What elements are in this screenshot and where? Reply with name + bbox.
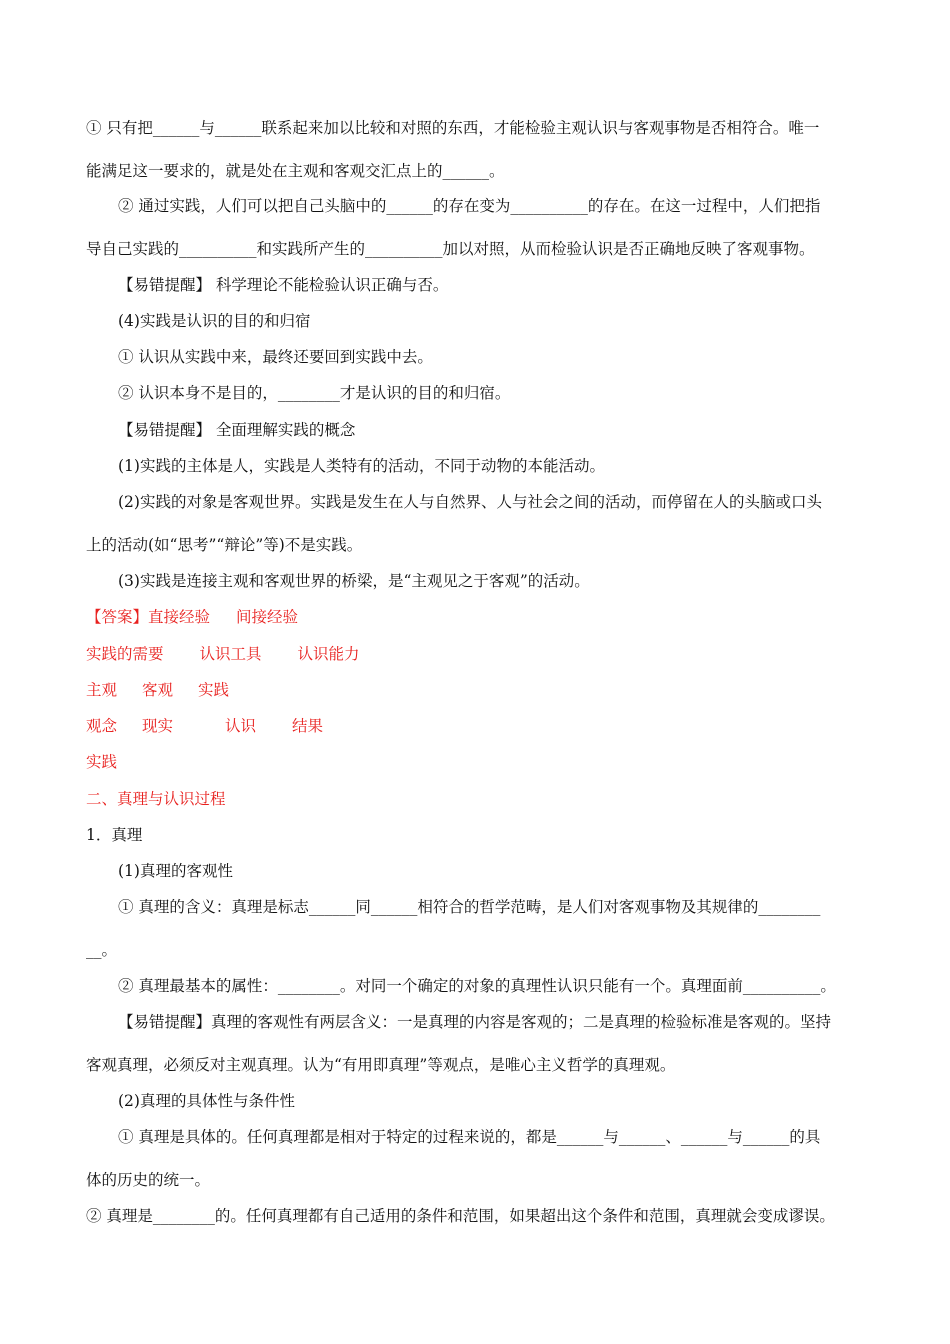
answer-item: 观念 <box>86 717 118 735</box>
answer-row <box>86 715 323 737</box>
answer-item: 客观 <box>142 681 174 699</box>
answer-item: 实践的需要 <box>86 645 164 663</box>
text-line: ② 认识本身不是目的，________才是认识的目的和归宿。 <box>118 384 511 402</box>
subheading: (1)真理的客观性 <box>118 862 233 880</box>
tip-line: 【易错提醒】 科学理论不能检验认识正确与否。 <box>118 276 449 294</box>
tip-line: 【易错提醒】真理的客观性有两层含义：一是真理的内容是客观的；二是真理的检验标准是客观的。坚持 <box>118 1013 832 1031</box>
text-line: 导自己实践的__________和实践所产生的__________加以对照，从而检验认识是否正确地反映了客观事物。 <box>86 240 815 258</box>
answer-item: 实践 <box>86 753 118 771</box>
text-line: ① 认识从实践中来，最终还要回到实践中去。 <box>118 348 433 366</box>
section-heading: 二、真理与认识过程 <box>86 790 226 808</box>
answer-item: 主观 <box>86 681 118 699</box>
text-line: ② 通过实践，人们可以把自己头脑中的______的存在变为__________的存在。在这一过程中，人们把指 <box>118 197 821 215</box>
answer-item: 认识工具 <box>199 645 262 663</box>
text-line: ① 真理的含义：真理是标志______同______相符合的哲学范畴，是人们对客观事物及其规律的________ <box>118 898 821 916</box>
text-line: 体的历史的统一。 <box>86 1171 211 1189</box>
text-line: 能满足这一要求的，就是处在主观和客观交汇点上的______。 <box>86 162 505 180</box>
text-line: 上的活动(如“思考”“辩论”等)不是实践。 <box>86 536 363 554</box>
answer-row <box>86 751 117 773</box>
text-line: 客观真理，必须反对主观真理。认为“有用即真理”等观点，是唯心主义哲学的真理观。 <box>86 1056 676 1074</box>
answer-label: 【答案】 <box>86 608 149 626</box>
subheading: 1．真理 <box>86 826 143 844</box>
text-line: (3)实践是连接主观和客观世界的桥梁，是“主观见之于客观”的活动。 <box>118 572 590 590</box>
subheading: (4)实践是认识的目的和归宿 <box>118 312 311 330</box>
answer-item: 实践 <box>198 681 230 699</box>
text-line: ① 真理是具体的。任何真理都是相对于特定的过程来说的，都是______与______、______与______的具 <box>118 1128 821 1146</box>
text-line: (1)实践的主体是人，实践是人类特有的活动，不同于动物的本能活动。 <box>118 457 605 475</box>
answer-item: 认识能力 <box>297 645 360 663</box>
answer-item: 间接经验 <box>236 608 299 626</box>
answer-item: 现实 <box>142 717 174 735</box>
text-line: __。 <box>86 941 118 959</box>
answer-item: 直接经验 <box>148 608 211 626</box>
subheading: (2)真理的具体性与条件性 <box>118 1092 295 1110</box>
answer-item: 认识 <box>225 717 257 735</box>
answer-row <box>86 643 360 665</box>
text-line: ② 真理是________的。任何真理都有自己适用的条件和范围，如果超出这个条件和范围，真理就会变成谬误。 <box>86 1207 835 1225</box>
answer-row <box>86 679 229 701</box>
text-line: ① 只有把______与______联系起来加以比较和对照的东西，才能检验主观认识与客观事物是否相符合。唯一 <box>86 119 820 137</box>
answer-item: 结果 <box>292 717 324 735</box>
text-line: ② 真理最基本的属性：________。对同一个确定的对象的真理性认识只能有一个。真理面前__________。 <box>118 977 836 995</box>
text-line: (2)实践的对象是客观世界。实践是发生在人与自然界、人与社会之间的活动，而停留在人的头脑或口头 <box>118 493 822 511</box>
answer-row <box>86 606 298 628</box>
tip-line: 【易错提醒】 全面理解实践的概念 <box>118 421 356 439</box>
